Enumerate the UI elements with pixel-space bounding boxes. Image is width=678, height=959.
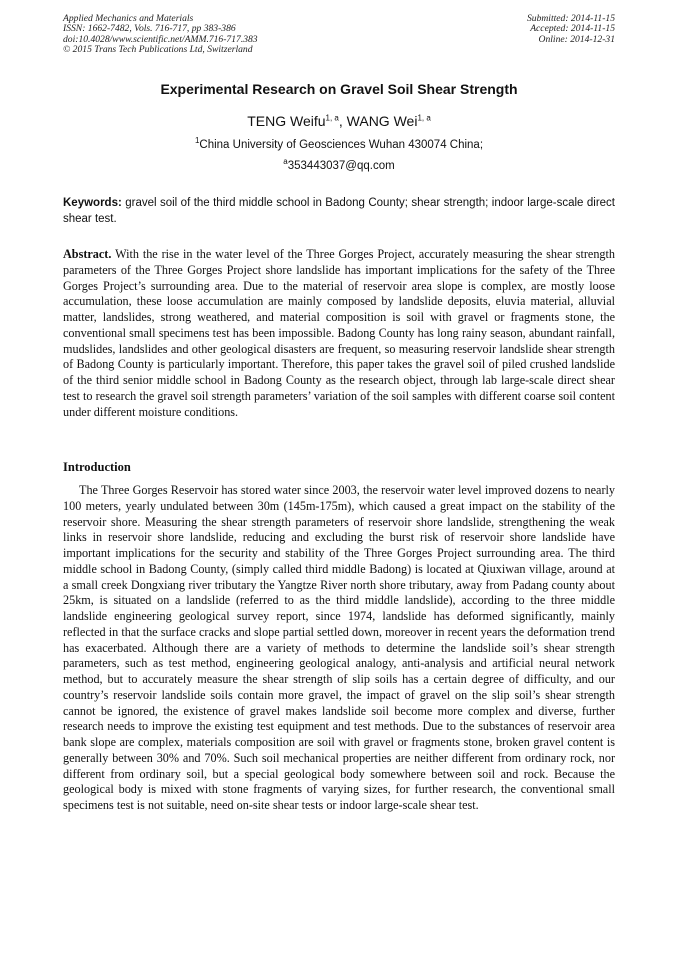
author-line: [63, 113, 615, 129]
introduction-paragraph: The Three Gorges Reservoir has stored water since 2003, the reservoir water level improved dozens to nearly 100 meters, yearly undulated between 30m (145m-175m), which caused a great impact on the stability of the reservoir shore. Measuring the shear strength parameters of reservoir shore landslide, strengthening the weak links in reservoir shore landslide, reducing and excluding the burst risk of reservoir shore landslide have important implications for the security and stability of the Three Gorges Project surrounding area. The third middle school in Badong County, (simply called third middle Badong) is located at Qiuxiwan village, around at a small creek Dongxiang river tributary the Yangtze River north shore tributary, away from Padang county about 25km, is situated on a landslide (referred to as the third middle landslide), according to the three middle landslide engineering geological survey report, since 1974, landslide has deformed significantly, mainly reflected in that the surface cracks and slope partial settled down, moreover in recent years the deformation trend has exacerbated. Although there are a variety of methods to determine the landslide soil’s shear strength parameters, such as test method, engineering geological analogy, anti-analysis and artificial neural network method, but to accurately measure the shear strength of slip soils has a certain degree of difficulty, and our country’s reservoir landslide soils contain more gravel, the impact of gravel on the slip soil’s shear strength cannot be ignored, the existence of gravel makes landslide soil become more complex and diverse, further research needs to improve the existing test equipment and test methods. Due to the substances of reservoir area bank slope are complex, materials composition are soil with gravel or fragments stone, broken gravel content is generally between 30% and 70%. Such soil mechanical properties are neither different from ordinary rock, nor different from ordinary soil, but a special geological body somewhere between soil and rock. Because the geological body is mixed with stone fragments of varying sizes, for further research, the conventional small specimens test is not suitable, need on-site shear tests or indoor large-scale shear test.: [63, 483, 615, 812]
author-email: [63, 157, 615, 172]
doi-line: doi:10.4028/www.scientific.net/AMM.716-717.383: [63, 33, 258, 45]
online-date: Online: 2014-12-31: [538, 33, 615, 45]
author-separator: ,: [338, 113, 347, 129]
keywords-block: [63, 195, 615, 227]
issn-line: ISSN: 1662-7482, Vols. 716-717, pp 383-386: [63, 23, 236, 35]
email-text: 353443037@qq.com: [287, 160, 395, 172]
keywords-text: gravel soil of the third middle school in Badong County; shear strength; indoor large-scale direct shear test.: [63, 197, 615, 225]
affiliation: [63, 136, 615, 151]
author-name: WANG Wei: [346, 113, 418, 129]
accepted-date: Accepted: 2014-11-15: [530, 23, 615, 35]
author-superscript: 1, a: [325, 113, 339, 123]
journal-name: Applied Mechanics and Materials: [63, 13, 194, 24]
paper-title: Experimental Research on Gravel Soil Shear Strength: [160, 81, 518, 97]
author-name: TENG Weifu: [247, 113, 326, 129]
author-superscript: 1, a: [417, 113, 431, 123]
affiliation-superscript: 1: [194, 136, 200, 146]
journal-header: [63, 14, 258, 55]
keywords-label: Keywords:: [63, 197, 122, 209]
abstract-block: [63, 247, 615, 420]
dates-header: [527, 14, 615, 45]
abstract-text: With the rise in the water level of the Three Gorges Project, accurately measuring the shear strength parameters of the Three Gorges Project shore landslide has important implications for the safety of the Three Gorges Project’s surrounding area. Due to the material of reservoir area slope is complex, are mostly loose accumulation, these loose accumulation are mainly composed by landslide deposits, eluvia material, alluvial matter, landslides, strong weathered, and material composition is soil with gravel or fragments stone, the conventional small specimens test has been impossible. Badong County has long rainy season, abundant rainfall, mudslides, landslides and other geological disasters are frequent, so measuring reservoir landslide shear strength of Badong County is particularly important. Therefore, this paper takes the gravel soil of piled crushed landslide of the third senior middle school in Badong County as the research object, through lab large-scale direct shear test to research the gravel soil strength parameters’ variation of the soil samples with different coarse soil content under different moisture conditions.: [63, 247, 615, 419]
copyright-line: © 2015 Trans Tech Publications Ltd, Switzerland: [63, 43, 253, 55]
section-heading-introduction: Introduction: [63, 460, 131, 474]
submitted-date: Submitted: 2014-11-15: [526, 13, 615, 24]
email-superscript: a: [283, 157, 288, 167]
affiliation-text: China University of Geosciences Wuhan 430074 China;: [199, 139, 484, 151]
abstract-label: Abstract.: [63, 247, 112, 261]
